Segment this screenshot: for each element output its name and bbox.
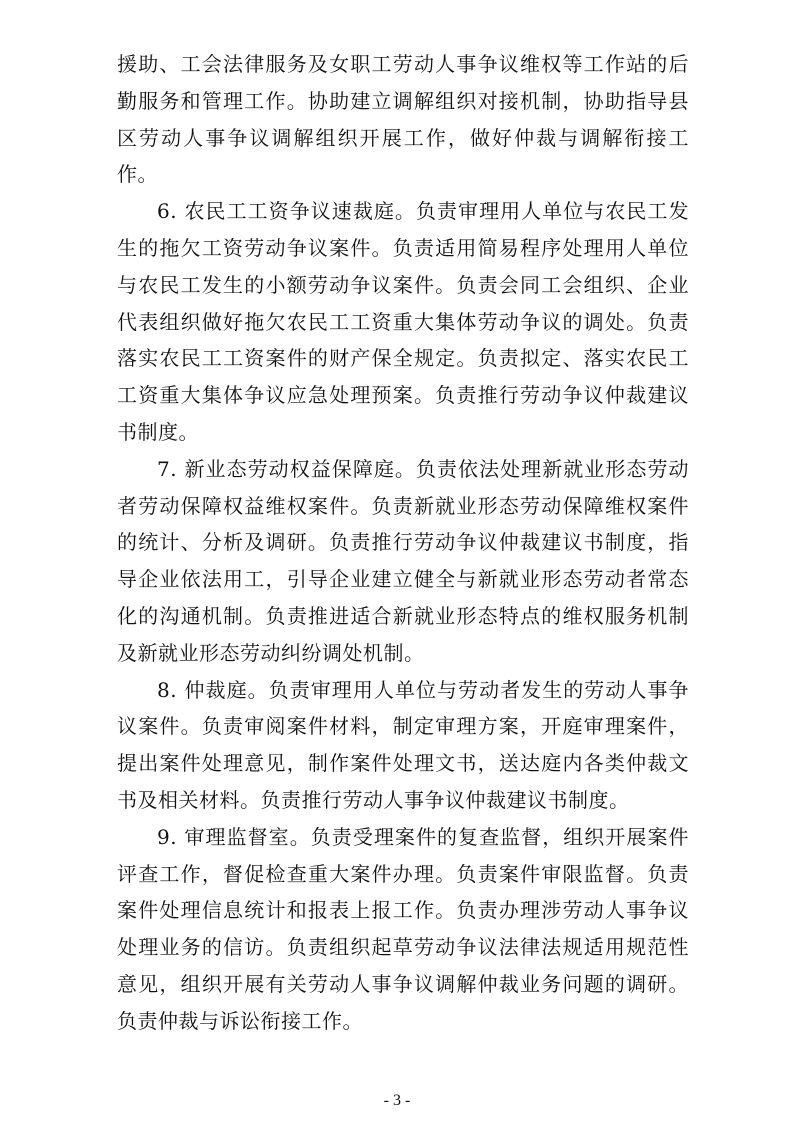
paragraph-continuation: 援助、工会法律服务及女职工劳动人事争议维权等工作站的后勤服务和管理工作。协助建立调解组织对接机制，协助指导县区劳动人事争议调解组织开展工作，做好仲裁与调解衔接工作。: [117, 52, 689, 187]
paragraph-item-9: 9. 审理监督室。负责受理案件的复查监督，组织开展案件评查工作，督促检查重大案件办理。负责案件审限监督。负责案件处理信息统计和报表上报工作。负责办理涉劳动人事争议处理业务的信访。负责组织起草劳动争议法律法规适用规范性意见，组织开展有关劳动人事争议调解仲裁业务问题的调研。负责仲裁与诉讼衔接工作。: [117, 824, 689, 1033]
document-body: [117, 46, 689, 1040]
paragraph-item-8: 8. 仲裁庭。负责审理用人单位与劳动者发生的劳动人事争议案件。负责审阅案件材料，制定审理方案，开庭审理案件，提出案件处理意见，制作案件处理文书，送达庭内各类仲裁文书及相关材料。负责推行劳动人事争议仲裁建议书制度。: [117, 677, 689, 812]
page-number: - 3 -: [383, 1092, 411, 1109]
paragraph-item-6: 6. 农民工工资争议速裁庭。负责审理用人单位与农民工发生的拖欠工资劳动争议案件。负责适用简易程序处理用人单位与农民工发生的小额劳动争议案件。负责会同工会组织、企业代表组织做好拖欠农民工工资重大集体劳动争议的调处。负责落实农民工工资案件的财产保全规定。负责拟定、落实农民工工资重大集体争议应急处理预案。负责推行劳动争议仲裁建议书制度。: [117, 199, 689, 444]
paragraph-item-7: 7. 新业态劳动权益保障庭。负责依法处理新就业形态劳动者劳动保障权益维权案件。负责新就业形态劳动保障维权案件的统计、分析及调研。负责推行劳动争议仲裁建议书制度，指导企业依法用工，引导企业建立健全与新就业形态劳动者常态化的沟通机制。负责推进适合新就业形态特点的维权服务机制及新就业形态劳动纠纷调处机制。: [117, 456, 689, 665]
